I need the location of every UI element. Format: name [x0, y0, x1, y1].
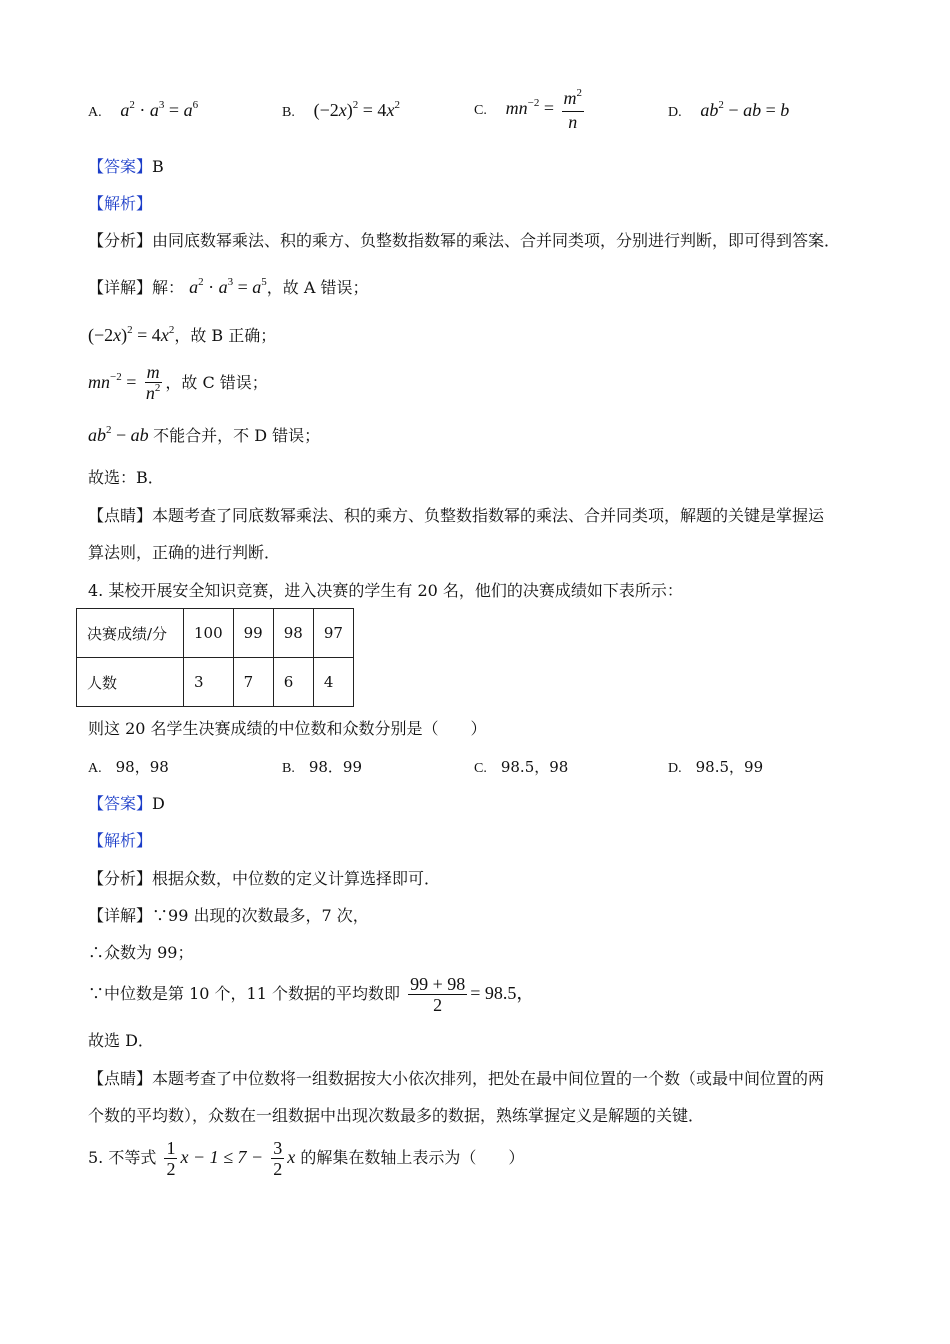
- q4-xiangjie-1: [88, 905, 369, 927]
- table-row: [77, 658, 354, 707]
- q5-prefix: 5. 不等式: [88, 1148, 157, 1167]
- q3-answer: [88, 156, 164, 178]
- q5-suffix: 的解集在数轴上表示为（ ）: [300, 1148, 525, 1167]
- step2-suffix: ，故 B 正确；: [174, 326, 277, 345]
- q4-option-c: [474, 756, 568, 777]
- q3-option-a: [88, 100, 198, 121]
- fraction-denominator: 2: [166, 1159, 176, 1179]
- fenxi-tag: 【分析】: [88, 231, 153, 250]
- q3-xiangjie-step3: [88, 362, 268, 406]
- q4-fenxi: [88, 868, 440, 890]
- option-label: B.: [282, 105, 295, 120]
- table-row: [77, 609, 354, 658]
- step1-suffix: ，故 A 错误；: [266, 278, 369, 297]
- analysis-tag: 【解析】: [88, 831, 153, 850]
- q3-dianjing-2: 算法则，正确的进行判断．: [88, 543, 281, 562]
- q4-stem: 4. 某校开展安全知识竞赛，进入决赛的学生有 20 名，他们的决赛成绩如下表所示：: [88, 581, 683, 600]
- xiangjie-prefix: 解：: [152, 278, 185, 297]
- q3-option-d: [668, 100, 789, 121]
- table-cell: 3: [184, 658, 234, 707]
- line3-prefix: ∵中位数是第 10 个，11 个数据的平均数即: [88, 984, 400, 1003]
- step3-suffix: ，故 C 错误；: [165, 373, 268, 393]
- xiangjie-text: ∵99 出现的次数最多，7 次，: [152, 906, 369, 925]
- q5-middle: x − 1 ≤ 7 −: [180, 1147, 264, 1167]
- q3-xiangjie-step1: [88, 276, 369, 301]
- fenxi-text: 根据众数，中位数的定义计算选择即可．: [152, 869, 441, 888]
- fraction-three-halves: [271, 1138, 284, 1179]
- fraction-numerator: 1: [166, 1138, 176, 1158]
- average-fraction: [408, 974, 467, 1015]
- q4-xiangjie-2: ∴众数为 99；: [88, 943, 194, 962]
- q4-option-b: [282, 756, 362, 777]
- option-label: D.: [668, 105, 682, 120]
- q4-answer: [88, 793, 165, 815]
- q5-variable: x: [287, 1147, 296, 1167]
- q4-question: 则这 20 名学生决赛成绩的中位数和众数分别是（ ）: [88, 719, 487, 738]
- table-cell: 97: [313, 609, 353, 658]
- q4-dianjing-1: [88, 1068, 824, 1090]
- option-text: 98.5，99: [695, 758, 764, 776]
- option-text: 98.5，98: [500, 758, 569, 776]
- table-cell: 7: [233, 658, 273, 707]
- option-label: D.: [668, 761, 682, 776]
- step4-formula: $ab^2$ − ab: [88, 424, 154, 445]
- table-cell: 人数: [77, 658, 184, 707]
- answer-tag: 【答案】: [88, 794, 153, 813]
- option-formula: $mn^{-2}$ = $\frac{m^2}{n}$: [505, 87, 582, 132]
- q5-stem: [88, 1138, 524, 1179]
- fenxi-tag: 【分析】: [88, 869, 153, 888]
- xiangjie-tag: 【详解】: [88, 906, 153, 925]
- line3-suffix: = 98.5，: [470, 983, 535, 1003]
- table-cell: 6: [273, 658, 313, 707]
- q3-dianjing-1: [88, 505, 824, 527]
- table-cell: 决赛成绩/分: [77, 609, 184, 658]
- fraction-denominator: 2: [273, 1159, 283, 1179]
- option-text: 98．99: [308, 758, 363, 776]
- answer-value: D: [152, 794, 165, 813]
- q3-conclusion: 故选：B．: [88, 468, 164, 487]
- fenxi-text: 由同底数幂乘法、积的乘方、负整数指数幂的乘法、合并同类项，分别进行判断，即可得到答案．: [152, 231, 841, 250]
- analysis-tag: 【解析】: [88, 194, 153, 213]
- q4-dianjing-2: 个数的平均数），众数在一组数据中出现次数最多的数据，熟练掌握定义是解题的关键．: [88, 1106, 705, 1125]
- step3-formula: $mn^{-2}$ = $\frac{m}{n^2}$: [88, 362, 161, 403]
- q4-option-a: [88, 756, 169, 777]
- fraction-one-half: [164, 1138, 177, 1179]
- option-label: A.: [88, 105, 102, 120]
- option-text: 98，98: [115, 758, 169, 776]
- step2-formula: $(-2x)^2 = 4x^2$: [88, 324, 175, 345]
- q4-conclusion: 故选 D．: [88, 1031, 154, 1050]
- option-formula: $ab^2$ − ab = b: [700, 99, 790, 120]
- dianjing-tag: 【点睛】: [88, 506, 153, 525]
- option-formula: $(-2x)^2 = 4x^2$: [313, 99, 400, 120]
- option-label: C.: [474, 103, 487, 119]
- fraction-denominator: 2: [433, 995, 443, 1015]
- q4-analysis-header: [88, 830, 152, 852]
- q4-option-d: [668, 756, 763, 777]
- score-table: [76, 608, 354, 707]
- table-cell: 100: [184, 609, 234, 658]
- option-label: A.: [88, 761, 102, 776]
- option-label: B.: [282, 761, 295, 776]
- q3-analysis-header: [88, 193, 152, 215]
- q3-xiangjie-step2: [88, 324, 276, 349]
- option-label: C.: [474, 761, 487, 776]
- xiangjie-tag: 【详解】: [88, 278, 153, 297]
- fraction-numerator: 99 + 98: [410, 974, 466, 994]
- q3-fenxi: [88, 230, 840, 252]
- table-cell: 99: [233, 609, 273, 658]
- answer-value: B: [152, 157, 164, 176]
- dianjing-tag: 【点睛】: [88, 1069, 153, 1088]
- q3-option-b: [282, 100, 400, 121]
- q3-option-c: [474, 88, 587, 132]
- q4-xiangjie-3: [88, 974, 534, 1015]
- answer-tag: 【答案】: [88, 157, 153, 176]
- table-cell: 98: [273, 609, 313, 658]
- step1-formula: $a^2 \cdot a^3 = a^5$: [189, 276, 267, 297]
- dianjing-text: 本题考查了中位数将一组数据按大小依次排列，把处在最中间位置的一个数（或最中间位置的两: [152, 1069, 825, 1088]
- dianjing-text: 本题考查了同底数幂乘法、积的乘方、负整数指数幂的乘法、合并同类项，解题的关键是掌握运: [152, 506, 825, 525]
- table-cell: 4: [313, 658, 353, 707]
- q3-xiangjie-step4: [88, 424, 320, 449]
- step4-suffix: 不能合并，不 D 错误；: [153, 426, 321, 445]
- option-formula: $a^2 \cdot a^3 = a^6$: [120, 99, 199, 120]
- fraction-numerator: 3: [273, 1138, 283, 1158]
